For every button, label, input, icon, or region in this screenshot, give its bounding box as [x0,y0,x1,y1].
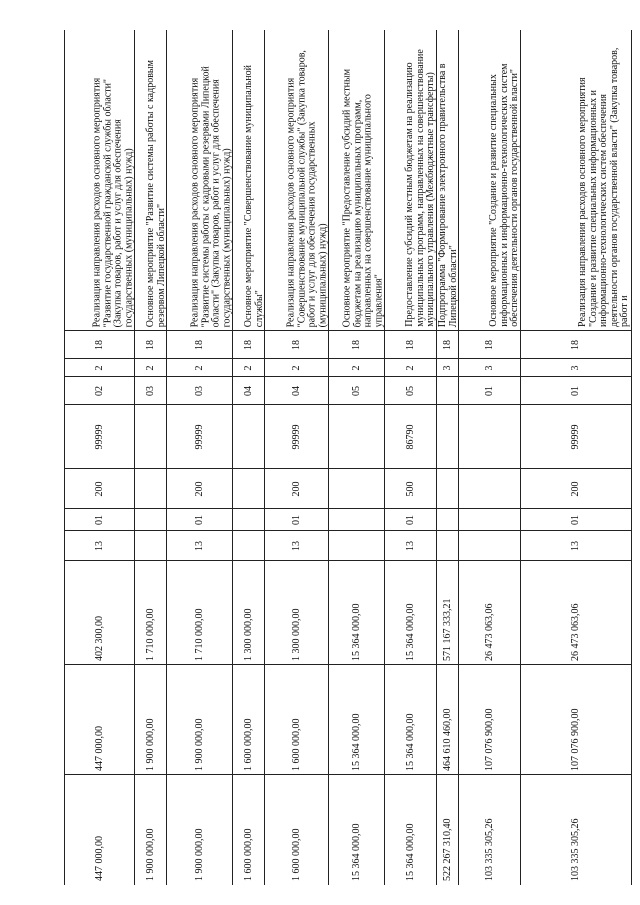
row-gp-cell [459,358,521,377]
row-sum3-cell [385,774,437,885]
row-dir-cell [385,404,437,469]
row-pr-cell [167,530,233,561]
row-dir-value: 99999 [291,424,302,450]
row-ved-value: 18 [351,340,362,350]
row-kvr-cell [437,468,459,509]
row-gp-value: 2 [194,365,205,371]
row-sum1-cell [521,560,631,665]
row-rz-cell [437,508,459,531]
row-kvr-value: 200 [194,481,205,497]
row-gp-value: 2 [94,365,105,371]
row-description-text: Реализация направления расходов основного мероприятия "Совершенствование муниципальной службы" (Закупка товаров, работ и услуг для обеспечения государственных (муниципальных) нужд) [285,49,329,327]
row-ved-value: 18 [291,340,302,350]
row-gp-value: 2 [291,365,302,371]
row-description-text: Реализация направления расходов основного мероприятия "Развитие государственной гражданской службы области" (Закупка товаров, работ и услуг для обеспечения государственных (муниципальных) нужд) [91,77,135,327]
row-kvr-cell [329,468,385,509]
row-sum3-value: 15 364 000,00 [405,823,416,881]
row-kvr-value: 200 [570,481,581,497]
row-gp-cell [521,358,631,377]
table-row [520,30,632,885]
row-sum2-cell [233,664,265,775]
row-kvr-value: 200 [291,481,302,497]
row-pr-cell [65,530,135,561]
row-pp-cell [437,376,459,405]
row-pp-value: 03 [194,386,205,396]
row-ved-cell [459,330,521,359]
row-pp-cell [167,376,233,405]
row-dir-value: 99999 [194,424,205,450]
row-pp-value: 05 [351,386,362,396]
row-pp-cell [521,376,631,405]
row-ved-value: 18 [243,340,254,350]
row-gp-value: 2 [351,365,362,371]
table-row [232,30,265,885]
row-sum3-value: 1 900 000,00 [145,828,156,881]
row-rz-cell [135,508,167,531]
row-sum1-value: 15 364 000,00 [405,603,416,661]
row-sum1-cell [135,560,167,665]
row-pp-cell [135,376,167,405]
row-kvr-cell [135,468,167,509]
row-gp-value: 3 [442,365,453,371]
row-description-cell [233,30,265,330]
row-kvr-cell [265,468,329,509]
row-description-text: Реализация направления расходов основного мероприятия "Создание и развитие специальных информационных и информационно-технологических систем обеспечения деятельности органов государственной власти" (Закупка товаров, работ и [577,47,631,327]
row-sum2-cell [135,664,167,775]
row-sum1-cell [233,560,265,665]
row-rz-cell [521,508,631,531]
row-kvr-value: 500 [405,481,416,497]
row-pp-cell [233,376,265,405]
row-rz-cell [385,508,437,531]
row-sum1-value: 571 167 333,21 [442,598,453,661]
row-dir-cell [459,404,521,469]
row-dir-cell [329,404,385,469]
row-sum2-value: 15 364 000,00 [405,713,416,771]
row-description-text: Основное мероприятие "Создание и развитие специальных информационных и информационно-технологических систем обеспечения деятельности органов государственной власти" [488,63,521,327]
row-dir-cell [167,404,233,469]
row-gp-cell [167,358,233,377]
row-sum3-cell [233,774,265,885]
row-ved-cell [521,330,631,359]
row-sum3-cell [521,774,631,885]
row-sum2-cell [385,664,437,775]
row-pr-value: 13 [405,541,416,551]
row-pr-value: 13 [194,541,205,551]
row-ved-cell [385,330,437,359]
row-rz-cell [265,508,329,531]
row-gp-value: 3 [484,365,495,371]
row-pr-cell [329,530,385,561]
row-dir-cell [521,404,631,469]
row-sum1-cell [437,560,459,665]
row-sum3-cell [167,774,233,885]
row-sum3-cell [265,774,329,885]
table-row [264,30,329,885]
table-row [384,30,437,885]
row-rz-cell [329,508,385,531]
row-description-text: Реализация направления расходов основного мероприятия "Развитие системы работы с кадровыми резервами Липецкой области" (Закупка товаров, работ и услуг для обеспечения государственных (муниципальных) нужд) [189,65,233,327]
row-pr-cell [233,530,265,561]
row-description-cell [521,30,631,330]
row-ved-value: 18 [145,340,156,350]
row-sum2-value: 464 610 460,00 [442,708,453,771]
row-gp-cell [265,358,329,377]
row-gp-cell [329,358,385,377]
row-pp-value: 04 [291,386,302,396]
row-sum3-value: 522 267 310,40 [442,818,453,881]
row-sum3-value: 1 900 000,00 [194,828,205,881]
row-dir-value: 99999 [570,424,581,450]
row-sum3-value: 447 000,00 [94,836,105,881]
row-ved-cell [265,330,329,359]
row-pr-cell [437,530,459,561]
table-row [458,30,521,885]
row-ved-value: 18 [484,340,495,350]
row-description-cell [437,30,459,330]
row-sum2-cell [521,664,631,775]
row-pr-value: 13 [291,541,302,551]
row-sum3-value: 1 600 000,00 [291,828,302,881]
row-kvr-cell [167,468,233,509]
row-ved-value: 18 [194,340,205,350]
row-rz-value: 01 [570,515,581,525]
row-sum1-cell [459,560,521,665]
row-ved-cell [437,330,459,359]
row-sum3-value: 1 600 000,00 [243,828,254,881]
row-rz-value: 01 [291,515,302,525]
row-rz-value: 01 [405,515,416,525]
row-rz-cell [233,508,265,531]
row-sum2-value: 15 364 000,00 [351,713,362,771]
row-gp-cell [385,358,437,377]
row-sum2-value: 107 076 900,00 [484,708,495,771]
row-sum3-value: 103 335 305,26 [484,818,495,881]
row-gp-value: 2 [145,365,156,371]
row-gp-value: 3 [570,365,581,371]
row-rz-cell [167,508,233,531]
row-ved-cell [329,330,385,359]
row-gp-cell [437,358,459,377]
row-description-text: Основное мероприятие "Совершенствование муниципальной службы" [242,64,265,327]
row-sum1-cell [65,560,135,665]
row-kvr-value: 200 [94,481,105,497]
row-rz-cell [65,508,135,531]
row-sum2-value: 107 076 900,00 [570,708,581,771]
row-dir-value: 86790 [405,424,416,450]
row-sum3-cell [135,774,167,885]
row-description-text: Основное мероприятие "Развитие системы работы с кадровым резервом Липецкой области" [144,59,167,327]
row-sum1-cell [329,560,385,665]
row-pr-cell [135,530,167,561]
row-ved-cell [167,330,233,359]
row-description-cell [459,30,521,330]
row-sum3-cell [437,774,459,885]
row-ved-value: 18 [94,340,105,350]
row-sum1-value: 402 300,00 [94,616,105,661]
row-kvr-cell [65,468,135,509]
row-sum1-cell [385,560,437,665]
row-sum3-value: 103 335 305,26 [570,818,581,881]
row-pp-cell [329,376,385,405]
table-row [166,30,233,885]
row-sum3-cell [65,774,135,885]
row-pp-value: 02 [94,386,105,396]
row-ved-cell [65,330,135,359]
row-rz-value: 01 [94,515,105,525]
row-sum2-value: 1 900 000,00 [145,718,156,771]
row-kvr-cell [459,468,521,509]
table-row [328,30,385,885]
row-description-cell [265,30,329,330]
row-sum1-value: 1 710 000,00 [145,608,156,661]
row-gp-cell [233,358,265,377]
row-description-cell [329,30,385,330]
row-pp-value: 01 [570,386,581,396]
row-ved-cell [135,330,167,359]
row-ved-cell [233,330,265,359]
row-gp-cell [135,358,167,377]
row-gp-value: 2 [405,365,416,371]
row-sum2-value: 1 600 000,00 [291,718,302,771]
row-pr-cell [265,530,329,561]
row-description-cell [385,30,437,330]
row-sum2-cell [167,664,233,775]
row-pp-value: 04 [243,386,254,396]
row-pp-cell [65,376,135,405]
table-row [134,30,167,885]
row-sum1-cell [265,560,329,665]
row-sum2-cell [265,664,329,775]
row-pp-value: 01 [484,386,495,396]
row-pp-cell [265,376,329,405]
row-pp-cell [459,376,521,405]
row-dir-cell [233,404,265,469]
row-gp-value: 2 [243,365,254,371]
row-sum1-value: 1 300 000,00 [243,608,254,661]
row-sum3-cell [459,774,521,885]
row-pr-value: 13 [570,541,581,551]
table-row [64,30,135,885]
row-sum2-cell [329,664,385,775]
row-sum2-value: 447 000,00 [94,726,105,771]
row-dir-cell [437,404,459,469]
row-ved-value: 18 [405,340,416,350]
row-rz-value: 01 [194,515,205,525]
row-sum2-cell [437,664,459,775]
row-sum2-cell [459,664,521,775]
row-sum1-value: 1 710 000,00 [194,608,205,661]
row-rz-cell [459,508,521,531]
row-dir-value: 99999 [94,424,105,450]
row-pp-cell [385,376,437,405]
row-sum2-value: 1 600 000,00 [243,718,254,771]
row-pr-cell [459,530,521,561]
row-kvr-cell [521,468,631,509]
row-pr-cell [385,530,437,561]
row-sum3-cell [329,774,385,885]
row-pp-value: 03 [145,386,156,396]
table-row [436,30,459,885]
row-pp-value: 05 [405,386,416,396]
row-description-text: Основное мероприятие "Предоставление субсидий местным бюджетам на реализацию муниципальных программ, направленных на совершенствование муниципального управления" [341,68,385,327]
row-sum1-value: 15 364 000,00 [351,603,362,661]
row-pr-cell [521,530,631,561]
row-description-cell [65,30,135,330]
row-gp-cell [65,358,135,377]
row-dir-cell [265,404,329,469]
row-dir-cell [65,404,135,469]
row-pr-value: 13 [94,541,105,551]
row-dir-cell [135,404,167,469]
row-kvr-cell [385,468,437,509]
row-sum2-cell [65,664,135,775]
row-description-text: Предоставление субсидий местным бюджетам на реализацию муниципальных программ, направленных на совершенствование муниципального управления (Межбюджетные трансферты) [404,49,437,327]
row-sum1-value: 26 473 063,06 [484,603,495,661]
row-sum1-cell [167,560,233,665]
row-sum1-value: 26 473 063,06 [570,603,581,661]
row-description-cell [135,30,167,330]
row-ved-value: 18 [442,340,453,350]
row-kvr-cell [233,468,265,509]
row-description-cell [167,30,233,330]
row-ved-value: 18 [570,340,581,350]
row-description-text: Подпрограмма "Формирование электронного правительства в Липецкой области" [437,63,459,327]
row-sum1-value: 1 300 000,00 [291,608,302,661]
row-sum3-value: 15 364 000,00 [351,823,362,881]
row-sum2-value: 1 900 000,00 [194,718,205,771]
